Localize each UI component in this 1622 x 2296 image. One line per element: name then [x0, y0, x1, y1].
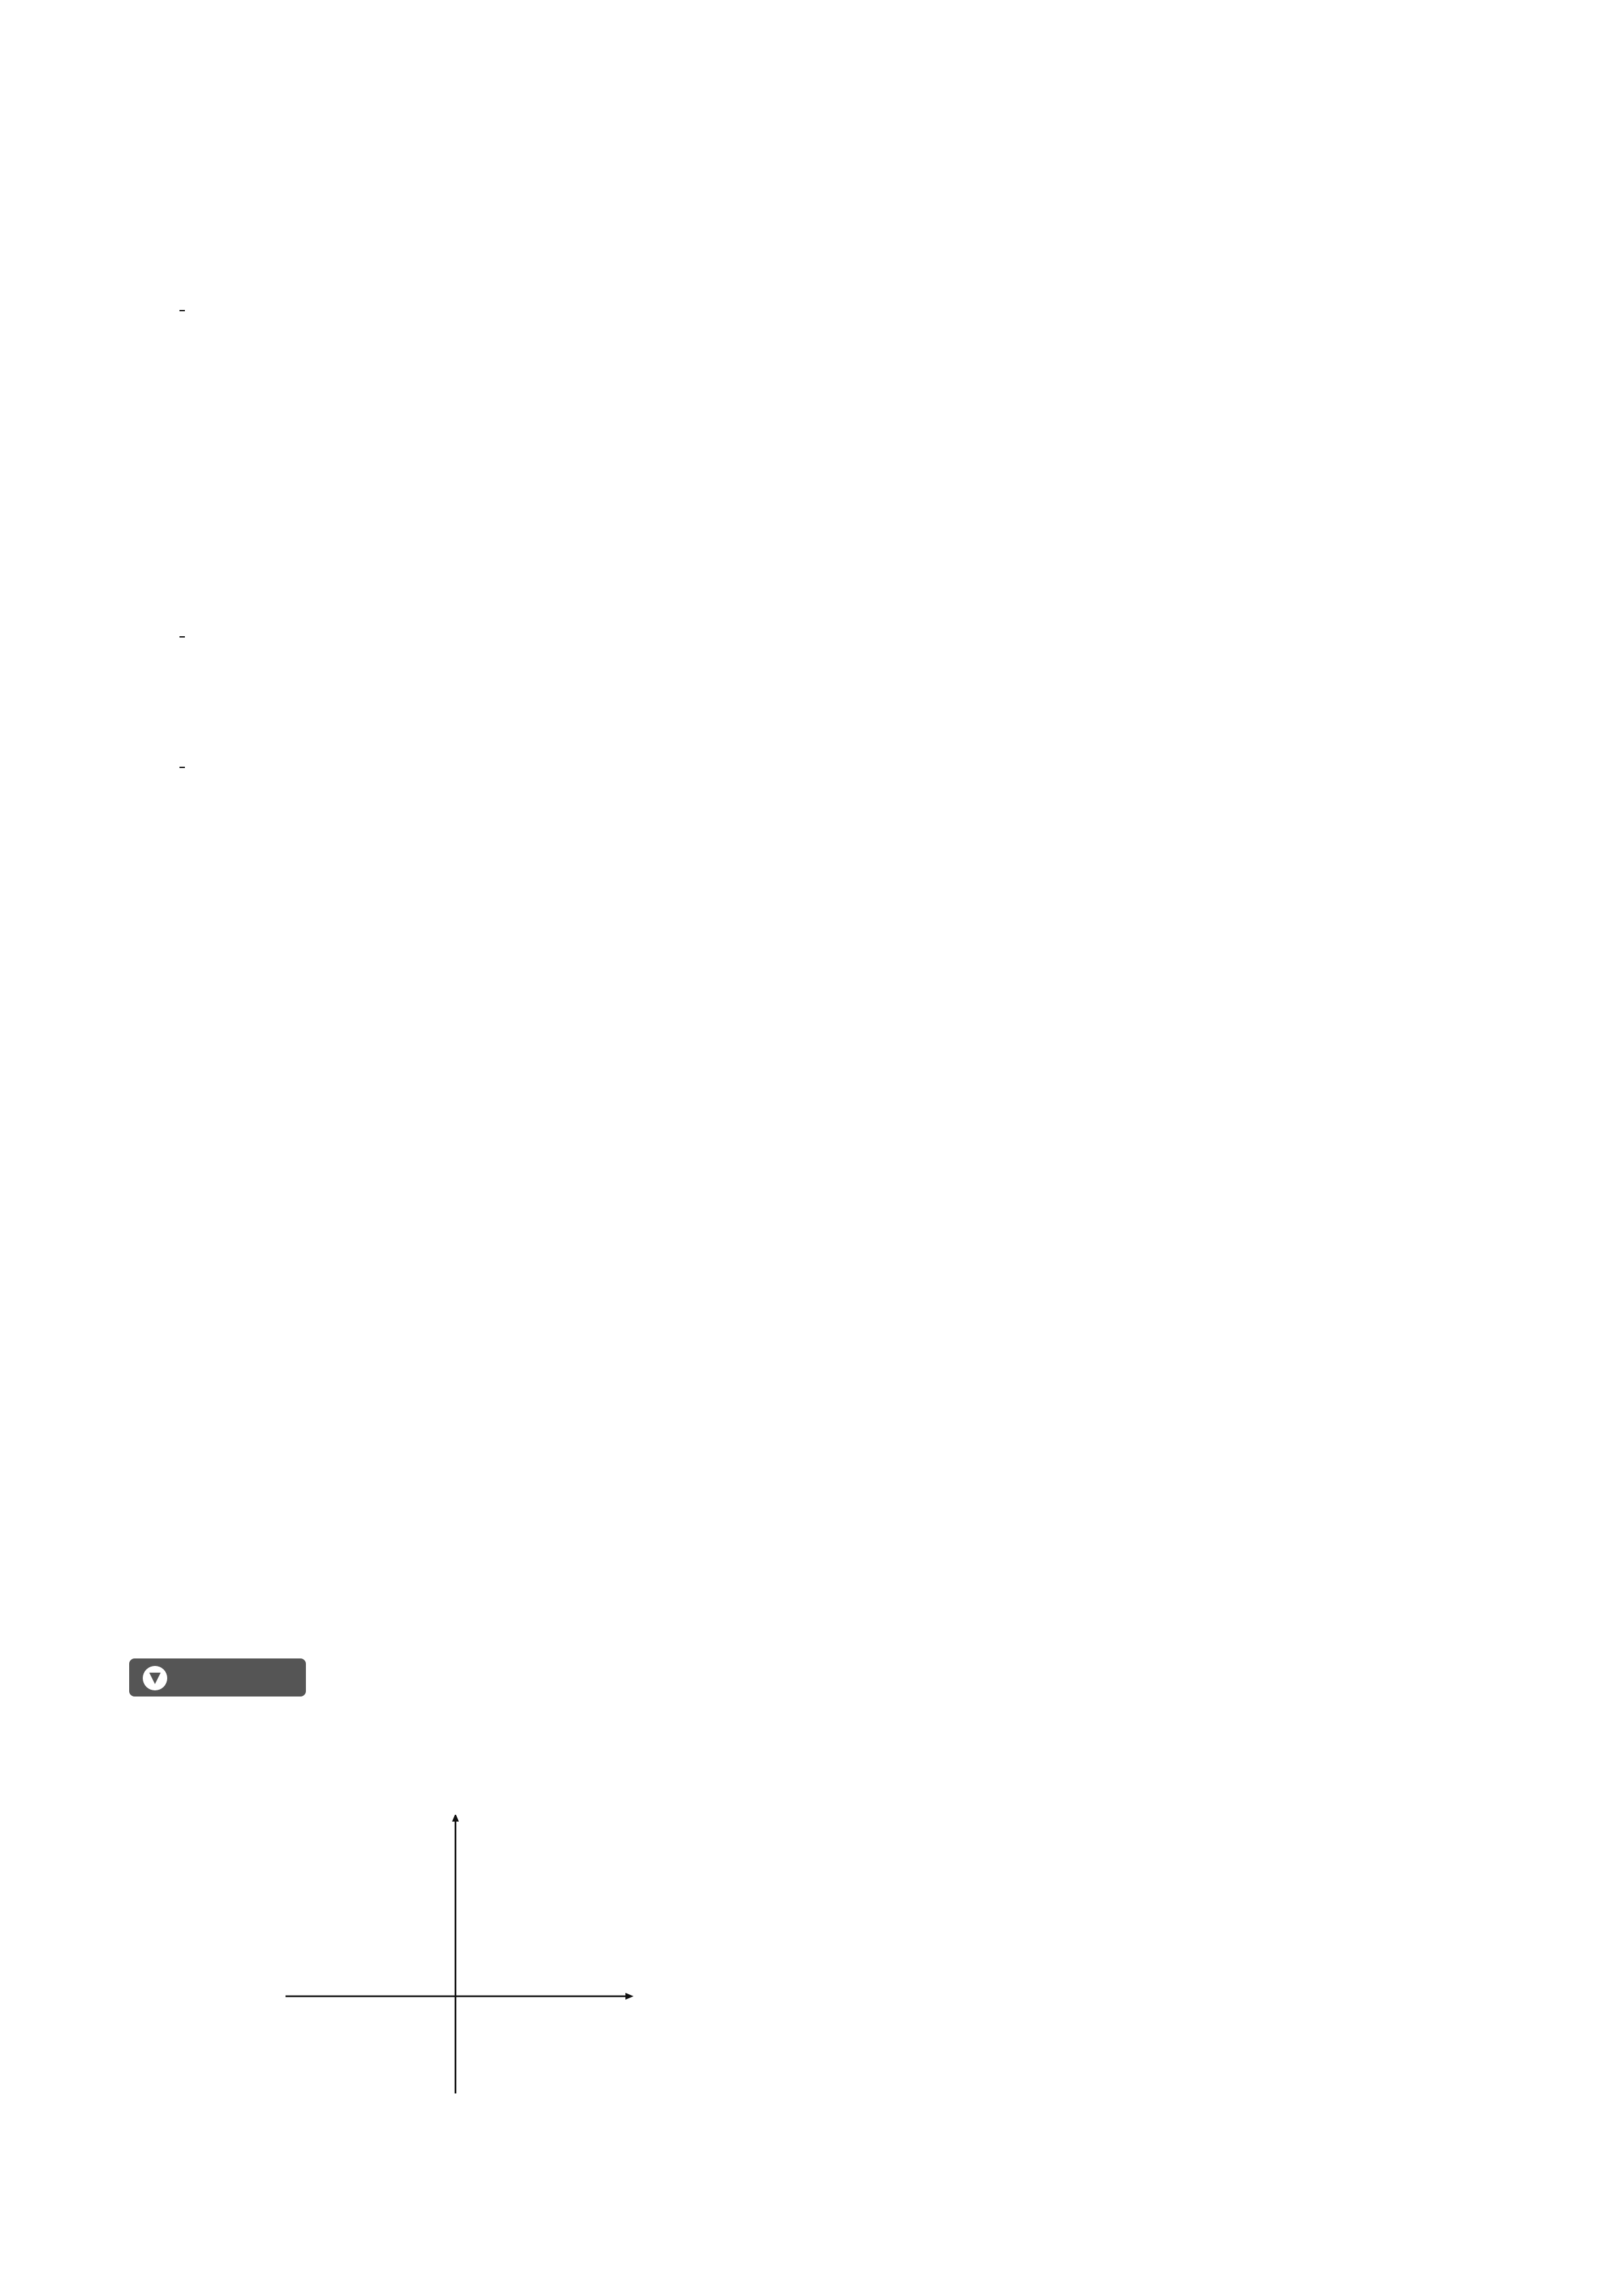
zuoye-section-tag	[129, 1658, 306, 1697]
y-axis-arrow-icon	[452, 1815, 459, 1822]
function-graph	[245, 1815, 666, 2100]
zuoye-answer-3	[129, 1804, 156, 1839]
fraction-half	[179, 307, 185, 314]
example2-line1	[190, 1007, 218, 1043]
x-axis-arrow-icon	[625, 1993, 634, 2000]
q3-line2	[177, 617, 188, 653]
q1-line2	[177, 291, 188, 326]
q3-line4	[177, 748, 188, 783]
fraction-half	[179, 764, 185, 771]
triangle-down-icon: ▼	[143, 1666, 167, 1690]
fraction-half	[179, 633, 185, 640]
example3-line	[190, 1105, 218, 1141]
